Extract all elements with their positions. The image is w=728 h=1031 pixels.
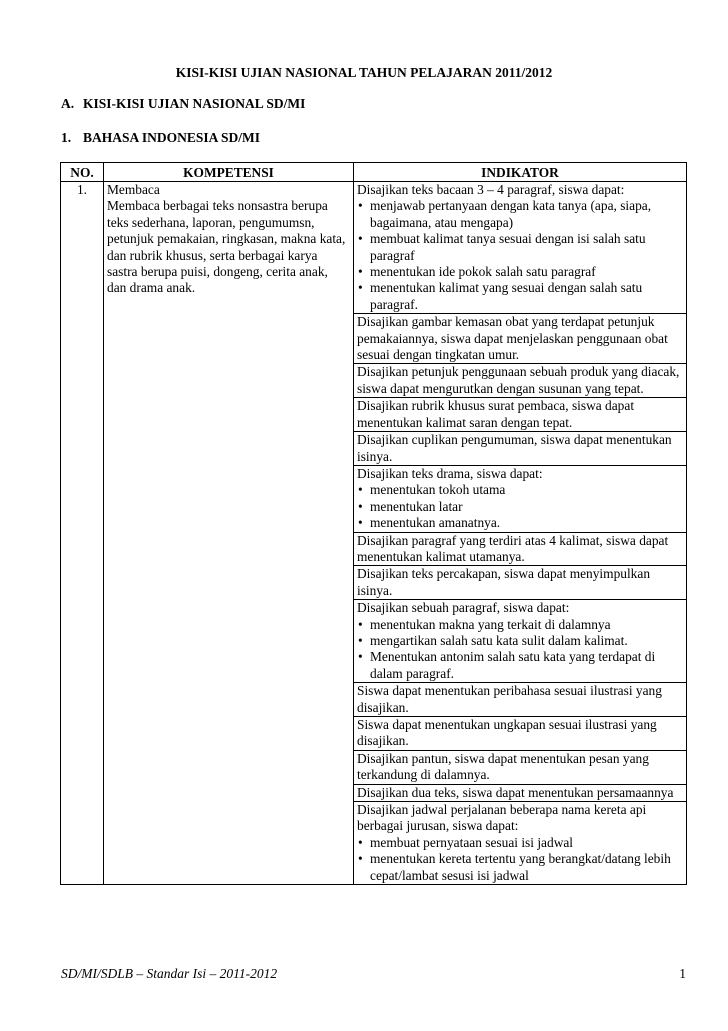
page-footer xyxy=(61,966,686,982)
indikator-text: Disajikan rubrik khusus surat pembaca, siswa dapat menentukan kalimat saran dengan tepat. xyxy=(357,398,635,430)
indikator-text: Disajikan teks bacaan 3 – 4 paragraf, siswa dapat: xyxy=(357,182,625,197)
indikator-bullet: • menentukan ide pokok salah satu paragraf xyxy=(357,264,683,280)
indikator-text: Disajikan pantun, siswa dapat menentukan pesan yang terkandung di dalamnya. xyxy=(357,750,649,783)
indikator-text: Disajikan dua teks, siswa dapat menentukan persamaannya xyxy=(357,784,674,800)
indikator-bullet: • membuat kalimat tanya sesuai dengan isi salah satu paragraf xyxy=(357,231,683,264)
header-no: NO. xyxy=(61,163,104,182)
table-header-row xyxy=(61,163,687,182)
page-number: 1 xyxy=(679,966,686,981)
row-number: 1. xyxy=(61,182,104,885)
kompetensi-cell xyxy=(104,182,354,885)
indikator-cell xyxy=(354,717,687,751)
kompetensi-body: Membaca berbagai teks nonsastra berupa teks sederhana, laporan, pengumumsn, petunjuk pemakaian, ringkasan, makna kata, dan rubrik khusus, serta berbagai karya sastra berupa puisi, dongeng, cerita anak, dan drama anak. xyxy=(107,198,346,296)
indikator-bullet: • menentukan makna yang terkait di dalamnya xyxy=(357,617,683,633)
indikator-cell xyxy=(354,683,687,717)
kisi-table xyxy=(60,162,687,885)
indikator-bullet: • mengartikan salah satu kata sulit dalam kalimat. xyxy=(357,633,683,649)
footer-label: SD/MI/SDLB – Standar Isi – 2011-2012 xyxy=(61,966,278,981)
subject-label: BAHASA INDONESIA SD/MI xyxy=(83,130,261,145)
indikator-text: Disajikan teks drama, siswa dapat: xyxy=(357,465,543,481)
indikator-text: Disajikan gambar kemasan obat yang terdapat petunjuk pemakaiannya, siswa dapat menjelaskan penggunaan obat sesuai dengan tingkatan umur. xyxy=(357,314,668,363)
indikator-text: Disajikan jadwal perjalanan beberapa nama kereta api berbagai jurusan, siswa dapat: xyxy=(357,802,647,834)
indikator-bullet: • menentukan kalimat yang sesuai dengan salah satu paragraf. xyxy=(357,280,683,313)
indikator-cell xyxy=(354,398,687,432)
indikator-text: Disajikan paragraf yang terdiri atas 4 kalimat, siswa dapat menentukan kalimat utamanya. xyxy=(357,532,669,564)
indikator-cell xyxy=(354,566,687,600)
subject-heading xyxy=(61,130,260,146)
indikator-text: Disajikan petunjuk penggunaan sebuah produk yang diacak, siswa dapat mengurutkan dengan susunan yang tepat. xyxy=(357,364,680,396)
subject-number: 1. xyxy=(61,130,72,145)
section-a-number: A. xyxy=(61,96,75,111)
table-row xyxy=(61,182,687,314)
indikator-text: Disajikan cuplikan pengumuman, siswa dapat menentukan isinya. xyxy=(357,432,672,464)
page-title: KISI-KISI UJIAN NASIONAL TAHUN PELAJARAN 2011/2012 xyxy=(175,65,553,80)
indikator-text: Disajikan teks percakapan, siswa dapat menyimpulkan isinya. xyxy=(357,566,651,598)
indikator-cell xyxy=(354,182,687,314)
header-indikator: INDIKATOR xyxy=(354,163,687,182)
indikator-bullet: • menentukan latar xyxy=(357,499,683,515)
indikator-bullet: • menentukan kereta tertentu yang berangkat/datang lebih cepat/lambat sesusi isi jadwal xyxy=(357,851,683,884)
indikator-cell xyxy=(354,314,687,364)
indikator-cell xyxy=(354,432,687,466)
indikator-bullet: • menentukan amanatnya. xyxy=(357,515,683,531)
section-a-label: KISI-KISI UJIAN NASIONAL SD/MI xyxy=(83,96,306,111)
kompetensi-title: Membaca xyxy=(107,182,160,197)
indikator-bullet: • menjawab pertanyaan dengan kata tanya (apa, siapa, bagaimana, atau mengapa) xyxy=(357,198,683,231)
indikator-cell xyxy=(354,364,687,398)
indikator-cell xyxy=(354,600,687,683)
indikator-cell xyxy=(354,532,687,566)
indikator-bullet: • menentukan tokoh utama xyxy=(357,482,683,498)
section-a-heading xyxy=(61,96,305,112)
indikator-text: Siswa dapat menentukan peribahasa sesuai ilustrasi yang disajikan. xyxy=(357,683,662,715)
table-body xyxy=(61,182,687,885)
indikator-bullet: • Menentukan antonim salah satu kata yang terdapat di dalam paragraf. xyxy=(357,649,683,682)
indikator-text: Siswa dapat menentukan ungkapan sesuai ilustrasi yang disajikan. xyxy=(357,717,657,749)
indikator-text: Disajikan sebuah paragraf, siswa dapat: xyxy=(357,600,570,616)
indikator-cell xyxy=(354,465,687,532)
indikator-cell xyxy=(354,750,687,784)
indikator-bullet: • membuat pernyataan sesuai isi jadwal xyxy=(357,835,683,851)
indikator-cell xyxy=(354,802,687,885)
header-kompetensi: KOMPETENSI xyxy=(104,163,354,182)
indikator-cell xyxy=(354,784,687,801)
